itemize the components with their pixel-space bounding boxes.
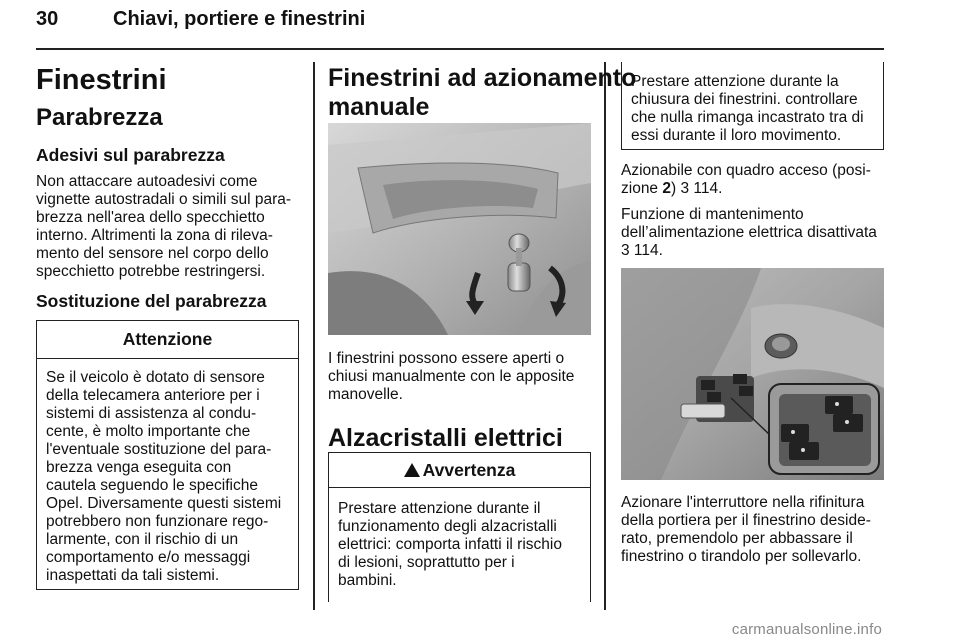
heading-sostituzione: Sostituzione del parabrezza — [36, 291, 267, 311]
window-crank-illustration — [328, 123, 591, 335]
window-switch-illustration — [621, 268, 884, 480]
paragraph-quadro-acceso: Azionabile con quadro acceso (posi- zione 2) 3 114. — [621, 162, 871, 197]
section-title-finestrini: Finestrini — [36, 64, 167, 96]
column-divider-2 — [604, 62, 606, 610]
paragraph-mantenimento: Funzione di mantenimento dell’alimentazione elettrica disattivata 3 114. — [621, 206, 877, 259]
notice-title: Attenzione — [37, 321, 298, 359]
subsection-title-parabrezza: Parabrezza — [36, 104, 163, 131]
warning-triangle-icon — [404, 463, 420, 477]
watermark-text: carmanualsonline.info — [731, 621, 882, 638]
heading-adesivi: Adesivi sul parabrezza — [36, 145, 225, 165]
paragraph-manovelle: I finestrini possono essere aperti o chiusi manualmente con le apposite manovelle. — [328, 350, 575, 403]
warning-title: Avvertenza — [329, 453, 590, 488]
warning-box-avvertenza — [328, 452, 591, 602]
header-divider — [36, 48, 884, 50]
warning-box-continued — [621, 62, 884, 150]
page-number: 30 — [36, 8, 59, 30]
paragraph-adesivi: Non attaccare autoadesivi come vignette autostradali o simili sul para- brezza nell'area dello specchietto interno. Altrimenti la zona di rileva- mento del sensore nel corpo dello specchietto potrebbe restringersi. — [36, 173, 292, 280]
chapter-title: Chiavi, portiere e finestrini — [113, 8, 366, 30]
paragraph-interruttore: Azionare l'interruttore nella rifinitura della portiera per il finestrino deside- rato, premendolo per abbassare il finestrino o tirandolo per sollevarlo. — [621, 494, 871, 565]
warning-text: Prestare attenzione durante il funzionamento degli alzacristalli elettrici: comporta infatti il rischio di lesioni, soprattutto per i bambini. — [338, 500, 562, 589]
notice-box-attenzione — [36, 320, 299, 590]
section-title-alzacristalli: Alzacristalli elettrici — [328, 424, 563, 452]
notice-text: Se il veicolo è dotato di sensore della telecamera anteriore per i sistemi di assistenza al condu- cente, è molto importante che l'eventuale sostituzione del para- brezza venga eseguita con cautela seguendo le specifiche Opel. Diversamente questi sistemi potrebbero non funzionare rego- larmente, con il rischio di un comportamento e/o messaggi inaspettati da tali sistemi. — [46, 369, 282, 584]
continued-text: Prestare attenzione durante la chiusura dei finestrini. controllare che nulla rimanga incastrato tra di essi durante il loro movimento. — [631, 73, 864, 144]
column-divider-1 — [313, 62, 315, 610]
section-title-manuale: Finestrini ad azionamento manuale — [328, 64, 637, 121]
